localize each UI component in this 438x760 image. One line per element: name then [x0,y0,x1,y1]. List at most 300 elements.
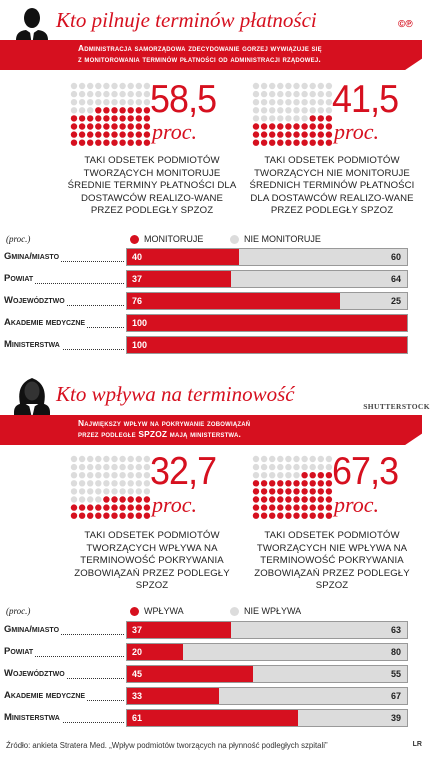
matrix-dot [87,496,93,502]
matrix-dot [95,123,101,129]
matrix-dot [253,513,259,519]
matrix-dot [144,504,150,510]
matrix-dot [136,464,142,470]
matrix-dot [318,91,324,97]
matrix-dot [71,99,77,105]
matrix-dot [103,123,109,129]
data-label-a: 40 [132,252,143,262]
matrix-dot [293,464,299,470]
matrix-dot [103,496,109,502]
stat-no-influence-unit: proc. [334,492,380,517]
matrix-dot [318,123,324,129]
matrix-dot [95,472,101,478]
bar-track [126,687,408,705]
bar-row [0,665,438,683]
matrix-dot [71,107,77,113]
bar-track [126,643,408,661]
legend-label: NIE WPŁYWA [244,606,302,616]
legend-dot-red [130,235,139,244]
matrix-dot [293,123,299,129]
data-label-b: 63 [390,625,401,635]
matrix-dot [136,91,142,97]
matrix-dot [277,131,283,137]
matrix-dot [111,83,117,89]
matrix-dot [285,496,291,502]
stat-monitoring-unit: proc. [152,119,198,144]
matrix-dot [293,504,299,510]
bar-row [0,621,438,639]
matrix-dot [95,107,101,113]
matrix-dot [269,99,275,105]
matrix-dot [253,91,259,97]
matrix-dot [128,513,134,519]
matrix-dot [318,472,324,478]
matrix-dot [301,115,307,121]
matrix-dot [136,456,142,462]
data-label-b: 64 [390,274,401,284]
matrix-dot [103,140,109,146]
matrix-dot [103,488,109,494]
matrix-dot [103,480,109,486]
matrix-dot [71,464,77,470]
bar-track [126,292,408,310]
matrix-dot [269,496,275,502]
matrix-dot [87,83,93,89]
bar-segment-a [127,337,407,353]
matrix-dot [293,107,299,113]
data-label-b: 60 [390,252,401,262]
matrix-dot [136,472,142,478]
matrix-dot [301,91,307,97]
matrix-dot [301,140,307,146]
matrix-dot [310,107,316,113]
matrix-dot [277,513,283,519]
matrix-dot [301,513,307,519]
matrix-dot [269,513,275,519]
matrix-dot [119,91,125,97]
category-label: Gmina/miasto [4,251,60,262]
matrix-dot [136,99,142,105]
matrix-dot [119,488,125,494]
matrix-dot [261,472,267,478]
matrix-dot [253,83,259,89]
matrix-dot [310,131,316,137]
matrix-dot [111,115,117,121]
matrix-dot [269,464,275,470]
matrix-dot [71,513,77,519]
matrix-dot [261,140,267,146]
matrix-dot [301,107,307,113]
matrix-dot [318,131,324,137]
matrix-dot [103,107,109,113]
matrix-dot [119,83,125,89]
matrix-dot [95,456,101,462]
matrix-dot [285,123,291,129]
stat-no-influence-value: 67,3 [332,450,399,493]
matrix-dot [128,83,134,89]
matrix-dot [310,91,316,97]
matrix-dot [136,107,142,113]
bar-row [0,292,438,310]
matrix-dot [71,472,77,478]
matrix-dot [253,115,259,121]
matrix-dot [253,140,259,146]
matrix-dot [253,488,259,494]
matrix-dot [87,91,93,97]
matrix-dot [87,140,93,146]
matrix-dot [119,115,125,121]
matrix-dot [128,480,134,486]
matrix-dot [95,115,101,121]
matrix-dot [310,480,316,486]
matrix-dot [136,480,142,486]
matrix-dot [119,480,125,486]
matrix-dot [318,456,324,462]
matrix-dot [128,496,134,502]
matrix-dot [111,99,117,105]
data-label-a: 61 [132,713,143,723]
matrix-dot [277,107,283,113]
dot-matrix-not-monitoring [252,82,334,148]
matrix-dot [119,131,125,137]
bar-track [126,665,408,683]
matrix-dot [269,480,275,486]
matrix-dot [253,99,259,105]
author-initials: LR [412,741,422,748]
matrix-dot [277,91,283,97]
matrix-dot [301,480,307,486]
matrix-dot [95,513,101,519]
matrix-dot [318,504,324,510]
matrix-dot [79,83,85,89]
matrix-dot [318,140,324,146]
legend-dot-red [130,607,139,616]
matrix-dot [285,480,291,486]
matrix-dot [253,472,259,478]
matrix-dot [79,99,85,105]
matrix-dot [144,496,150,502]
headline-line-2: z monitorowania terminów płatności od administracji rządowej. [78,54,321,64]
photo-credit: SHUTTERSTOCK [363,402,430,411]
bar-track [126,314,408,332]
data-label-b: 39 [390,713,401,723]
matrix-dot [310,140,316,146]
section-timeliness-influence [0,370,438,740]
matrix-dot [87,131,93,137]
matrix-dot [261,83,267,89]
matrix-dot [79,131,85,137]
matrix-dot [301,472,307,478]
matrix-dot [293,99,299,105]
bar-track [126,248,408,266]
matrix-dot [269,115,275,121]
matrix-dot [87,472,93,478]
matrix-dot [95,504,101,510]
matrix-dot [301,464,307,470]
matrix-dot [293,513,299,519]
matrix-dot [310,123,316,129]
bar-track [126,709,408,727]
matrix-dot [71,123,77,129]
matrix-dot [285,115,291,121]
stat-influences-unit: proc. [152,492,198,517]
matrix-dot [79,513,85,519]
matrix-dot [79,496,85,502]
matrix-dot [261,513,267,519]
bar-segment-a [127,666,253,682]
matrix-dot [269,83,275,89]
matrix-dot [318,107,324,113]
matrix-dot [310,472,316,478]
matrix-dot [136,496,142,502]
matrix-dot [285,99,291,105]
matrix-dot [119,464,125,470]
data-label-a: 76 [132,296,143,306]
matrix-dot [253,496,259,502]
matrix-dot [269,504,275,510]
matrix-dot [253,107,259,113]
matrix-dot [111,480,117,486]
matrix-dot [71,115,77,121]
matrix-dot [95,464,101,470]
matrix-dot [144,513,150,519]
matrix-dot [119,123,125,129]
data-label-a: 37 [132,274,143,284]
bar-row [0,314,438,332]
legend-item-no-influence [230,606,301,616]
matrix-dot [119,140,125,146]
data-label-b: 25 [390,296,401,306]
matrix-dot [103,91,109,97]
matrix-dot [277,123,283,129]
matrix-dot [253,480,259,486]
matrix-dot [269,472,275,478]
bar-track [126,621,408,639]
matrix-dot [144,131,150,137]
matrix-dot [310,513,316,519]
matrix-dot [285,464,291,470]
matrix-dot [310,496,316,502]
bar-segment-a [127,293,340,309]
matrix-dot [136,131,142,137]
matrix-dot [95,140,101,146]
matrix-dot [111,472,117,478]
section-title: Kto pilnuje terminów płatności [56,8,317,32]
matrix-dot [79,140,85,146]
matrix-dot [285,131,291,137]
matrix-dot [318,99,324,105]
matrix-dot [79,504,85,510]
matrix-dot [293,456,299,462]
matrix-dot [277,488,283,494]
data-label-a: 20 [132,647,143,657]
legend-item-not-monitoring [230,234,321,244]
category-label: Ministerstwa [4,712,60,723]
matrix-dot [301,504,307,510]
data-label-a: 100 [132,340,148,350]
bar-row [0,687,438,705]
stat-not-monitoring-description: TAKI ODSETEK PODMIOTÓW TWORZĄCYCH NIE MONITORUJE ŚREDNICH TERMINÓW PŁATNOŚCI DLA DOSTAWCÓW REALIZO-WANE PRZEZ PODLEGŁY SPZOZ [249,155,415,217]
matrix-dot [103,513,109,519]
copyright-mark: ©℗ [398,19,413,30]
matrix-dot [79,115,85,121]
stat-not-monitoring-unit: proc. [334,119,380,144]
matrix-dot [119,513,125,519]
matrix-dot [301,496,307,502]
chart-legend [6,233,426,247]
bar-row [0,336,438,354]
data-label-b: 67 [390,691,401,701]
matrix-dot [293,140,299,146]
matrix-dot [261,99,267,105]
matrix-dot [277,480,283,486]
matrix-dot [111,464,117,470]
matrix-dot [277,115,283,121]
matrix-dot [71,140,77,146]
matrix-dot [310,504,316,510]
matrix-dot [293,488,299,494]
matrix-dot [253,464,259,470]
matrix-dot [293,83,299,89]
matrix-dot [253,504,259,510]
matrix-dot [103,504,109,510]
matrix-dot [261,496,267,502]
matrix-dot [103,472,109,478]
stat-influences-description: TAKI ODSETEK PODMIOTÓW TWORZĄCYCH WPŁYWA NA TERMINOWOŚĆ POKRYWANIA ZOBOWIĄZAŃ PRZEZ PODLEGŁY SPZOZ [74,530,230,592]
matrix-dot [253,123,259,129]
matrix-dot [269,488,275,494]
matrix-dot [326,140,332,146]
category-label: Powiat [4,646,34,657]
matrix-dot [111,107,117,113]
matrix-dot [111,513,117,519]
matrix-dot [119,107,125,113]
matrix-dot [136,115,142,121]
matrix-dot [95,496,101,502]
matrix-dot [293,496,299,502]
legend-label: WPŁYWA [144,606,184,616]
matrix-dot [87,456,93,462]
headline-line-2: przez podległe SPZOZ mają ministerstwa. [78,429,242,439]
category-label: Ministerstwa [4,339,60,350]
matrix-dot [103,464,109,470]
data-label-a: 37 [132,625,143,635]
category-label: Województwo [4,295,65,306]
stat-influences-value: 32,7 [150,450,217,493]
category-label: Powiat [4,273,34,284]
matrix-dot [318,496,324,502]
matrix-dot [301,456,307,462]
matrix-dot [111,140,117,146]
matrix-dot [79,456,85,462]
bar-segment-a [127,622,231,638]
matrix-dot [71,83,77,89]
matrix-dot [261,91,267,97]
matrix-dot [326,496,332,502]
data-label-b: 80 [390,647,401,657]
matrix-dot [261,488,267,494]
legend-label: MONITORUJE [144,234,204,244]
matrix-dot [87,107,93,113]
matrix-dot [87,115,93,121]
matrix-dot [87,513,93,519]
matrix-dot [269,456,275,462]
matrix-dot [79,91,85,97]
legend-label: NIE MONITORUJE [244,234,321,244]
matrix-dot [301,131,307,137]
matrix-dot [136,488,142,494]
matrix-dot [253,456,259,462]
matrix-dot [326,131,332,137]
matrix-dot [103,131,109,137]
matrix-dot [87,488,93,494]
matrix-dot [128,99,134,105]
matrix-dot [128,115,134,121]
matrix-dot [277,140,283,146]
matrix-dot [144,140,150,146]
matrix-dot [310,456,316,462]
matrix-dot [318,480,324,486]
unit-label: (proc.) [6,234,31,244]
matrix-dot [103,83,109,89]
matrix-dot [269,91,275,97]
legend-item-monitoring [130,234,203,244]
matrix-dot [128,472,134,478]
legend-dot-grey [230,235,239,244]
matrix-dot [310,115,316,121]
category-label: Województwo [4,668,65,679]
matrix-dot [95,83,101,89]
matrix-dot [95,131,101,137]
matrix-dot [293,480,299,486]
matrix-dot [318,115,324,121]
matrix-dot [285,107,291,113]
matrix-dot [261,107,267,113]
matrix-dot [111,456,117,462]
matrix-dot [285,456,291,462]
matrix-dot [111,131,117,137]
matrix-dot [310,488,316,494]
stat-no-influence-description: TAKI ODSETEK PODMIOTÓW TWORZĄCYCH NIE WPŁYWA NA TERMINOWOŚĆ POKRYWANIA ZOBOWIĄZAŃ PRZEZ PODLEGŁY SPZOZ [254,530,410,592]
matrix-dot [128,140,134,146]
dot-matrix-no-influence [252,455,334,521]
matrix-dot [111,496,117,502]
dot-matrix-influences [70,455,152,521]
matrix-dot [87,504,93,510]
matrix-dot [301,123,307,129]
matrix-dot [111,123,117,129]
matrix-dot [261,464,267,470]
matrix-dot [103,99,109,105]
matrix-dot [318,83,324,89]
matrix-dot [71,91,77,97]
matrix-dot [293,115,299,121]
bar-row [0,248,438,266]
matrix-dot [128,488,134,494]
data-label-a: 33 [132,691,143,701]
bar-row [0,709,438,727]
matrix-dot [95,99,101,105]
stat-not-monitoring-value: 41,5 [332,78,399,121]
matrix-dot [87,123,93,129]
matrix-dot [326,513,332,519]
headline-text [78,43,322,65]
matrix-dot [277,456,283,462]
matrix-dot [128,123,134,129]
matrix-dot [79,107,85,113]
matrix-dot [111,488,117,494]
matrix-dot [79,480,85,486]
